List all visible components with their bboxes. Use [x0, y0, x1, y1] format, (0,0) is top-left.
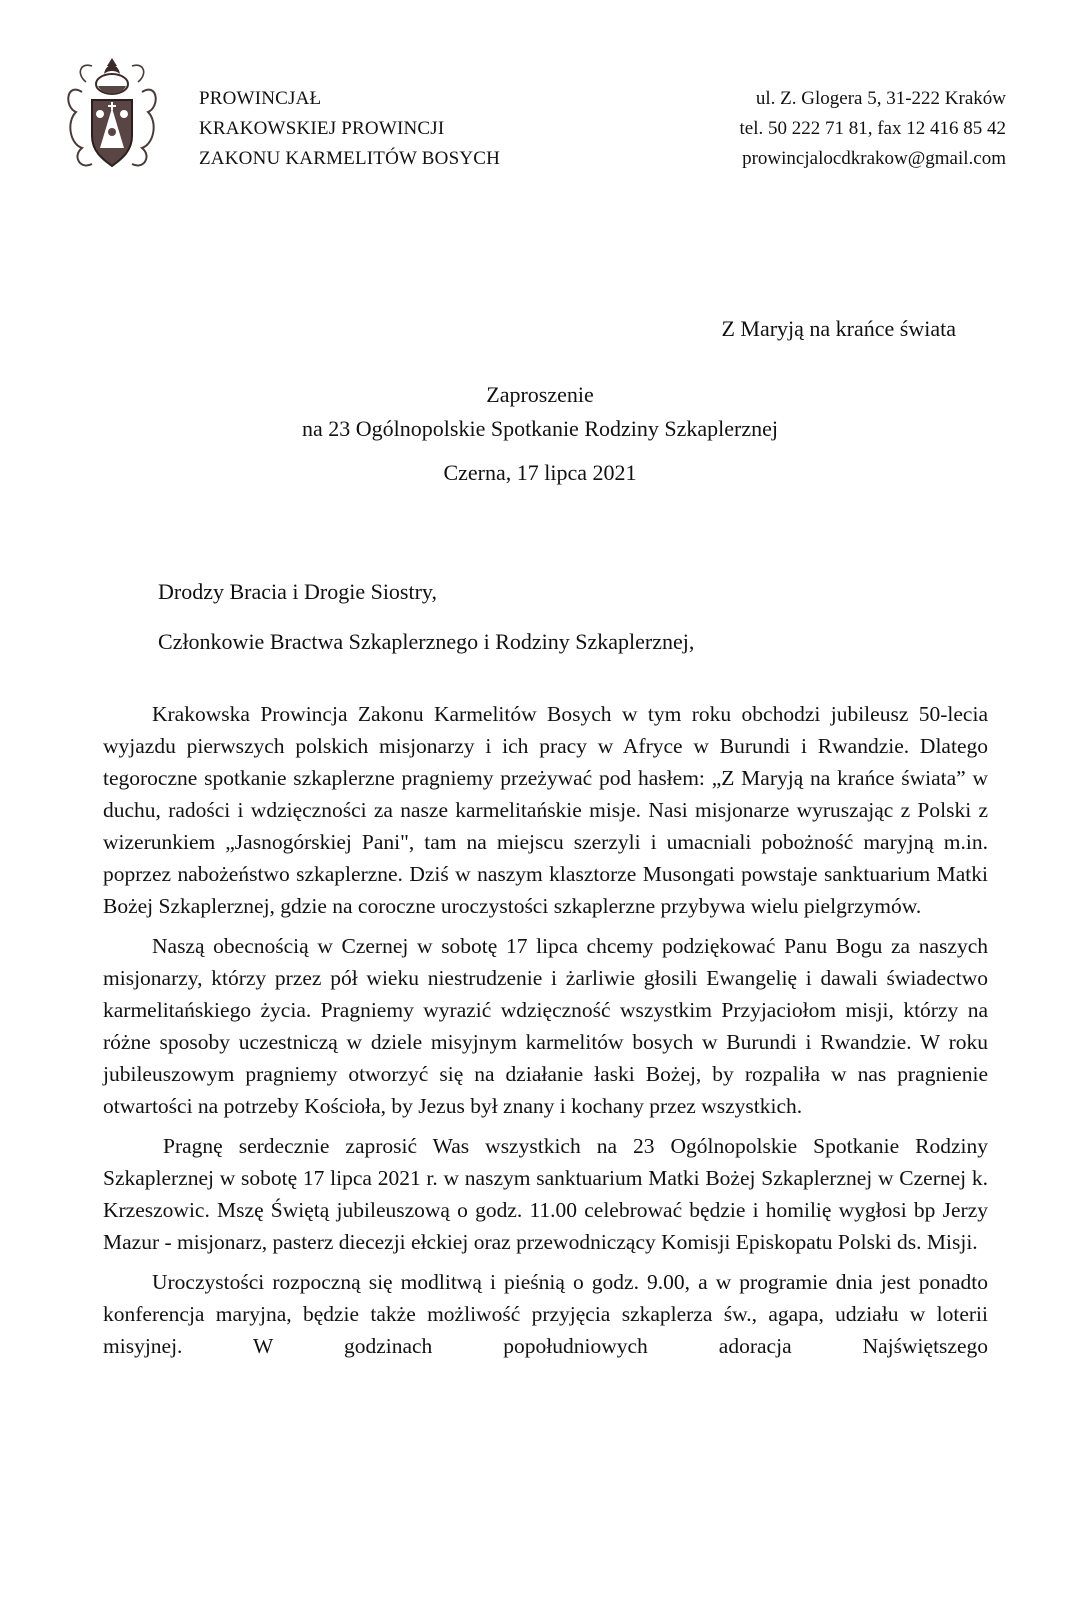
salutation-line: Drodzy Bracia i Drogie Siostry, [158, 579, 438, 604]
salutation [158, 578, 694, 656]
letter-body [103, 698, 988, 1362]
sender-block [199, 84, 500, 174]
address-line: ul. Z. Glogera 5, 31-222 Kraków [755, 88, 1006, 109]
sender-line: PROWINCJAŁ [199, 88, 322, 109]
letter-title [0, 378, 1080, 490]
body-paragraph: Uroczystości rozpoczną się modlitwą i pieśnią o godz. 9.00, a w programie dnia jest ponadto konferencja maryjna, będzie także możliwość przyjęcia szkaplerza św., agapa, udziału w loterii misyjnej. W godzinach popołudniowych adoracja Najświętszego [103, 1270, 988, 1358]
phone-fax-line: tel. 50 222 71 81, fax 12 416 85 42 [739, 118, 1006, 139]
body-paragraph: Naszą obecnością w Czernej w sobotę 17 lipca chcemy podziękować Panu Bogu za naszych misjonarzy, którzy przez pół wieku niestrudzenie i żarliwie głosili Ewangelię i dawali świadectwo karmelitańskiego życia. Pragniemy wyrazić wdzięczność wszystkim Przyjaciołom misji, którzy na różne sposoby uczestniczą w dziele misyjnym karmelitów bosych w Burundi i Rwandzie. W roku jubileuszowym pragniemy otworzyć się na działanie łaski Bożej, by rozpaliła w nas pragnienie otwartości na potrzeby Kościoła, by Jezus był znany i kochany przez wszystkich. [103, 934, 988, 1118]
sender-line: ZAKONU KARMELITÓW BOSYCH [199, 148, 501, 169]
sender-line: KRAKOWSKIEJ PROWINCJI [199, 118, 445, 139]
contact-block [739, 84, 1006, 174]
body-paragraph: Krakowska Prowincja Zakonu Karmelitów Bosych w tym roku obchodzi jubileusz 50-lecia wyjazdu pierwszych polskich misjonarzy i ich pracy w Afryce w Burundi i Rwandzie. Dlatego tegoroczne spotkanie szkaplerzne pragniemy przeżywać pod hasłem: „Z Maryją na krańce świata” w duchu, radości i wdzięczności za nasze karmelitańskie misje. Nasi misjonarze wyruszając z Polski z wizerunkiem „Jasnogórskiej Pani", tam na miejscu szerzyli i umacniali pobożność maryjną m.in. poprzez nabożeństwo szkaplerzne. Dziś w naszym klasztorze Musongati powstaje sanktuarium Matki Bożej Szkaplerznej, gdzie na coroczne uroczystości szkaplerzne przybywa wielu pielgrzymów. [103, 702, 988, 918]
carmelite-coat-of-arms-icon [62, 52, 162, 180]
salutation-line: Członkowie Bractwa Szkaplerznego i Rodziny Szkaplerznej, [158, 629, 695, 654]
subtitle-line: na 23 Ogólnopolskie Spotkanie Rodziny Szkaplerznej [302, 416, 778, 441]
body-paragraph: Pragnę serdecznie zaprosić Was wszystkich na 23 Ogólnopolskie Spotkanie Rodziny Szkaplerznej w sobotę 17 lipca 2021 r. w naszym sanktuarium Matki Bożej Szkaplerznej w Czernej k. Krzeszowic. Mszę Świętą jubileuszową o godz. 11.00 celebrować będzie i homilię wygłosi bp Jerzy Mazur - misjonarz, pasterz diecezji ełckiej oraz przewodniczący Komisji Episkopatu Polski ds. Misji. [103, 1134, 988, 1254]
motto: Z Maryją na krańce świata [721, 316, 956, 341]
email-line: prowincjalocdkrakow@gmail.com [742, 148, 1006, 169]
title-line: Zaproszenie [486, 382, 594, 407]
place-date: Czerna, 17 lipca 2021 [443, 460, 637, 485]
